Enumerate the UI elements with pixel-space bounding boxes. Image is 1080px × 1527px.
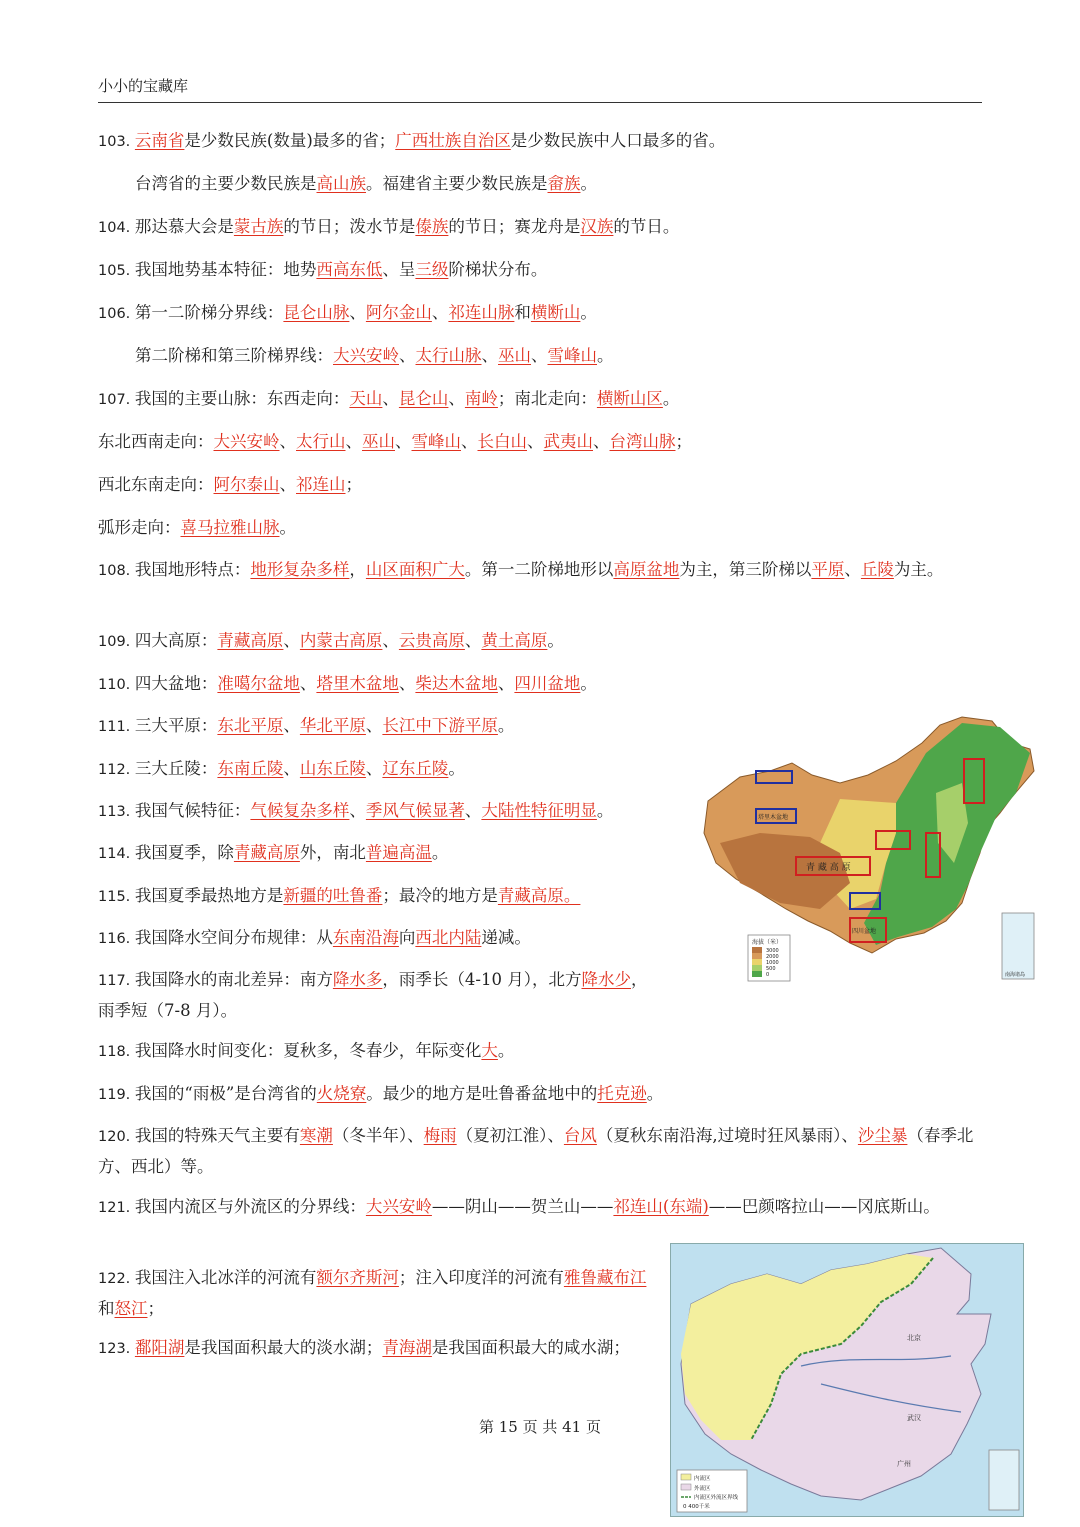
answer-highlight: 祁连山(东端): [613, 1197, 709, 1216]
text-segment: 外，南北: [299, 843, 366, 862]
answer-highlight: 太行山: [296, 432, 346, 451]
text-line: [98, 754, 465, 785]
text-segment: 、: [464, 631, 482, 650]
text-segment: 、: [464, 801, 482, 820]
answer-highlight: 沙尘暴: [857, 1126, 908, 1145]
text-segment: 四大高原：: [134, 631, 218, 650]
text-segment: 。: [580, 174, 597, 193]
answer-highlight: 天山: [349, 389, 383, 408]
answer-highlight: 梅雨: [423, 1126, 457, 1145]
answer-highlight: 地形复杂多样: [250, 560, 350, 579]
terrain-label-tarim: 塔里木盆地: [758, 814, 789, 821]
text-line: [98, 470, 362, 499]
text-segment: 、: [398, 674, 416, 693]
text-segment: 。: [662, 389, 680, 408]
answer-highlight: 怒江: [114, 1299, 148, 1318]
text-segment: 。: [580, 303, 597, 322]
answer-highlight: 山东丘陵: [299, 759, 366, 778]
item-number: 118.: [98, 1044, 135, 1060]
text-line: [98, 341, 614, 370]
text-line: [98, 126, 725, 157]
drainage-inset: [989, 1450, 1019, 1510]
answer-highlight: 平原: [811, 560, 845, 579]
text-segment: （夏秋东南沿海,过境时狂风暴雨）、: [596, 1126, 858, 1145]
item-number: 110.: [98, 677, 135, 693]
drainage-scale: 0 400千米: [683, 1504, 710, 1510]
page-footer: [0, 1416, 1080, 1437]
answer-highlight: 横断山: [530, 303, 581, 322]
answer-highlight: 昆仑山: [398, 389, 449, 408]
text-segment: 三大平原：: [134, 716, 218, 735]
text-segment: 、: [365, 759, 383, 778]
answer-highlight: 大兴安岭: [333, 346, 399, 365]
text-segment: 弧形走向：: [98, 518, 181, 537]
drainage-legend-inland: 内流区: [694, 1476, 711, 1482]
answer-highlight: 东南丘陵: [217, 759, 284, 778]
drainage-legend-boundary: 内流区外流区界线: [694, 1495, 739, 1501]
text-segment: 东北西南走向：: [98, 432, 214, 451]
text-segment: 。: [497, 716, 515, 735]
item-number: 105.: [98, 263, 135, 279]
answer-highlight: 汉族: [580, 217, 614, 236]
answer-highlight: 火烧寮: [316, 1084, 367, 1103]
answer-highlight: 大兴安岭: [365, 1197, 432, 1216]
answer-highlight: 蒙古族: [233, 217, 284, 236]
text-segment: 、: [345, 432, 362, 451]
text-segment: 、: [461, 432, 478, 451]
text-segment: 是我国面积最大的淡水湖；: [184, 1338, 383, 1357]
text-segment: 、: [283, 631, 300, 650]
text-segment: 、: [399, 346, 416, 365]
drainage-legend-outer: 外流区: [694, 1486, 711, 1492]
text-segment: 。: [279, 518, 296, 537]
text-line: [98, 1121, 982, 1181]
text-segment: 、: [382, 631, 399, 650]
answer-highlight: 三级: [415, 260, 449, 279]
answer-highlight: 高原盆地: [613, 560, 680, 579]
text-line: [98, 1079, 663, 1110]
text-segment: 台湾省的主要少数民族是: [135, 174, 317, 193]
terrain-legend-v0: 3000: [766, 948, 779, 954]
answer-highlight: 东北平原: [217, 716, 284, 735]
item-number: 115.: [98, 889, 135, 905]
text-segment: 三大丘陵：: [134, 759, 218, 778]
answer-highlight: 雪峰山: [411, 432, 461, 451]
answer-highlight: 寒潮: [299, 1126, 333, 1145]
answer-highlight: 广西壮族自治区: [395, 131, 511, 150]
answer-highlight: 新疆的吐鲁番: [283, 886, 383, 905]
text-segment: 。: [646, 1084, 664, 1103]
text-segment: 。最少的地方是吐鲁番盆地中的: [366, 1084, 598, 1103]
answer-highlight: 横断山区: [596, 389, 663, 408]
text-line: [98, 711, 514, 742]
text-segment: 、: [448, 389, 465, 408]
answer-highlight: 西北内陆: [415, 928, 482, 947]
answer-highlight: 内蒙古高原: [299, 631, 383, 650]
answer-highlight: 喜马拉雅山脉: [180, 518, 280, 537]
terrain-inset: [1002, 913, 1034, 979]
text-segment: 我国气候特征：: [134, 801, 251, 820]
terrain-legend-title: 海拔（米）: [752, 939, 783, 946]
china-drainage-map: [670, 1243, 1024, 1517]
answer-highlight: 长江中下游平原: [382, 716, 498, 735]
answer-highlight: 祁连山: [296, 475, 346, 494]
text-segment: 、: [299, 674, 317, 693]
answer-highlight: 太行山脉: [415, 346, 482, 365]
text-segment: 。: [547, 631, 564, 650]
text-segment: ，雨季短（7-8 月）。: [98, 970, 648, 1020]
text-segment: 递减。: [481, 928, 531, 947]
text-segment: 。第一二阶梯地形以: [464, 560, 614, 579]
text-line: [98, 555, 982, 586]
text-segment: ，: [349, 560, 366, 579]
answer-highlight: 高山族: [316, 174, 366, 193]
answer-highlight: 昆仑山脉: [283, 303, 350, 322]
text-segment: 我国的特殊天气主要有: [134, 1126, 300, 1145]
answer-highlight: 黄土高原: [481, 631, 548, 650]
item-number: 123.: [98, 1341, 135, 1357]
text-segment: 我国的主要山脉：东西走向：: [134, 389, 350, 408]
text-segment: 、: [279, 432, 296, 451]
answer-highlight: 辽东丘陵: [382, 759, 449, 778]
answer-highlight: 武夷山: [543, 432, 593, 451]
drainage-label-beijing: 北京: [907, 1334, 921, 1342]
answer-highlight: 台湾山脉: [609, 432, 676, 451]
text-segment: 。: [596, 801, 614, 820]
answer-highlight: 西高东低: [316, 260, 383, 279]
text-segment: 、: [279, 475, 296, 494]
text-segment: 第一二阶梯分界线：: [134, 303, 284, 322]
answer-highlight: 四川盆地: [514, 674, 581, 693]
answer-highlight: 台风: [563, 1126, 597, 1145]
text-segment: （春季北方、西北）等。: [98, 1126, 974, 1176]
answer-highlight: 准噶尔盆地: [217, 674, 300, 693]
answer-highlight: 巫山: [498, 346, 531, 365]
answer-highlight: 降水多: [332, 970, 383, 989]
answer-highlight: 青藏高原。: [497, 886, 581, 905]
text-line: [98, 669, 597, 700]
header-title: 小小的宝藏库: [98, 77, 189, 95]
text-segment: ——巴颜喀拉山——冈底斯山。: [708, 1197, 940, 1216]
text-segment: 、: [531, 346, 548, 365]
text-line: [98, 212, 679, 243]
item-number: 108.: [98, 563, 135, 579]
text-line: [98, 169, 597, 198]
text-segment: 、: [527, 432, 544, 451]
text-segment: 、呈: [382, 260, 416, 279]
text-line: [98, 1192, 982, 1223]
text-segment: ，雨季长（4-10 月），北方: [382, 970, 582, 989]
text-segment: 的节日；泼水节是: [283, 217, 416, 236]
answer-highlight: 塔里木盆地: [316, 674, 399, 693]
text-line: [98, 1333, 648, 1364]
terrain-legend-v2: 1000: [766, 960, 779, 966]
item-number: 117.: [98, 973, 135, 989]
terrain-label-qingzang: 青 藏 高 原: [806, 863, 851, 873]
answer-highlight: 南岭: [464, 389, 498, 408]
text-segment: 是少数民族(数量)最多的省；: [184, 131, 396, 150]
text-segment: 、: [349, 801, 366, 820]
text-segment: ；: [147, 1299, 164, 1318]
text-segment: 、: [283, 716, 300, 735]
terrain-legend-v3: 500: [766, 966, 776, 972]
item-number: 114.: [98, 846, 135, 862]
text-segment: 和: [514, 303, 531, 322]
text-segment: ；最冷的地方是: [382, 886, 498, 905]
answer-highlight: 丘陵: [860, 560, 894, 579]
page-header: [98, 74, 982, 103]
item-number: 109.: [98, 634, 135, 650]
answer-highlight: 柴达木盆地: [415, 674, 498, 693]
text-segment: 我国地势基本特征：地势: [134, 260, 317, 279]
text-segment: 我国夏季最热地方是: [134, 886, 284, 905]
text-segment: 我国降水空间分布规律：从: [134, 928, 333, 947]
text-segment: 我国的“雨极”是台湾省的: [134, 1084, 317, 1103]
text-line: [98, 384, 679, 415]
text-segment: 四大盆地：: [134, 674, 218, 693]
answer-highlight: 云南省: [134, 131, 185, 150]
answer-highlight: 雅鲁藏布江: [563, 1268, 647, 1287]
answer-highlight: 山区面积广大: [365, 560, 465, 579]
text-segment: 那达慕大会是: [134, 217, 234, 236]
text-segment: 的节日；赛龙舟是: [448, 217, 581, 236]
text-segment: 。: [597, 346, 614, 365]
text-segment: 、: [431, 303, 449, 322]
text-line: [98, 1263, 648, 1323]
text-segment: 为主。: [893, 560, 944, 579]
answer-highlight: 长白山: [477, 432, 527, 451]
china-terrain-map: [700, 713, 1036, 985]
text-segment: 、: [283, 759, 300, 778]
text-segment: ；: [675, 432, 692, 451]
text-segment: 是少数民族中人口最多的省。: [510, 131, 726, 150]
text-segment: 我国夏季，除: [134, 843, 234, 862]
item-number: 107.: [98, 392, 135, 408]
text-segment: 。: [448, 759, 465, 778]
text-segment: 、: [844, 560, 861, 579]
text-segment: ——阴山——贺兰山——: [431, 1197, 614, 1216]
text-segment: ；南北走向：: [497, 389, 597, 408]
text-segment: 和: [98, 1299, 115, 1318]
text-segment: 。: [580, 674, 597, 693]
text-segment: 、: [497, 674, 515, 693]
text-segment: 。: [431, 843, 449, 862]
answer-highlight: 青藏高原: [233, 843, 300, 862]
answer-highlight: 畲族: [547, 174, 581, 193]
item-number: 106.: [98, 306, 135, 322]
text-line: [98, 513, 296, 542]
drainage-label-guangzhou: 广州: [897, 1460, 911, 1468]
answer-highlight: 雪峰山: [547, 346, 597, 365]
text-segment: 阶梯状分布。: [448, 260, 548, 279]
answer-highlight: 阿尔金山: [365, 303, 432, 322]
drainage-label-wuhan: 武汉: [907, 1414, 921, 1422]
text-segment: 、: [349, 303, 366, 322]
text-segment: 。: [497, 1041, 515, 1060]
text-segment: （冬半年）、: [332, 1126, 424, 1145]
text-segment: 我国内流区与外流区的分界线：: [134, 1197, 366, 1216]
answer-highlight: 降水少: [581, 970, 631, 989]
text-line: [98, 923, 531, 954]
answer-highlight: 华北平原: [299, 716, 366, 735]
item-number: 111.: [98, 719, 135, 735]
text-segment: 、: [481, 346, 498, 365]
text-line: [98, 255, 547, 286]
text-segment: 向: [398, 928, 416, 947]
text-line: [98, 965, 648, 1025]
text-segment: 为主，第三阶梯以: [679, 560, 812, 579]
text-line: [98, 298, 597, 329]
text-segment: 我国降水时间变化：夏秋多，冬春少，年际变化: [134, 1041, 482, 1060]
text-segment: 西北东南走向：: [98, 475, 214, 494]
answer-highlight: 普遍高温: [365, 843, 432, 862]
terrain-inset-label: 南海诸岛: [1005, 972, 1026, 978]
answer-highlight: 祁连山脉: [448, 303, 515, 322]
text-segment: 我国注入北冰洋的河流有: [134, 1268, 317, 1287]
item-number: 122.: [98, 1271, 135, 1287]
answer-highlight: 青藏高原: [217, 631, 284, 650]
answer-highlight: 大陆性特征明显: [481, 801, 597, 820]
text-line: [98, 796, 613, 827]
text-segment: 我国降水的南北差异：南方: [134, 970, 333, 989]
text-segment: 第二阶梯和第三阶梯界线：: [135, 346, 333, 365]
text-segment: （夏初江淮）、: [456, 1126, 564, 1145]
answer-highlight: 傣族: [415, 217, 449, 236]
answer-highlight: 额尔齐斯河: [316, 1268, 399, 1287]
terrain-legend-v1: 2000: [766, 954, 779, 960]
text-line: [98, 1036, 514, 1067]
item-number: 112.: [98, 762, 135, 778]
answer-highlight: 东南沿海: [332, 928, 399, 947]
answer-highlight: 巫山: [362, 432, 395, 451]
text-segment: 的节日。: [613, 217, 680, 236]
text-line: [98, 881, 580, 912]
text-segment: ；注入印度洋的河流有: [398, 1268, 564, 1287]
item-number: 121.: [98, 1200, 135, 1216]
terrain-label-sichuan: 四川盆地: [852, 928, 877, 935]
text-line: [98, 626, 564, 657]
answer-highlight: 鄱阳湖: [134, 1338, 185, 1357]
text-segment: 、: [593, 432, 610, 451]
answer-highlight: 气候复杂多样: [250, 801, 350, 820]
text-segment: 。福建省主要少数民族是: [366, 174, 548, 193]
answer-highlight: 大兴安岭: [213, 432, 280, 451]
item-number: 104.: [98, 220, 135, 236]
answer-highlight: 阿尔泰山: [213, 475, 280, 494]
answer-highlight: 云贵高原: [398, 631, 465, 650]
answer-highlight: 大: [481, 1041, 498, 1060]
text-segment: 、: [382, 389, 399, 408]
item-number: 120.: [98, 1129, 135, 1145]
text-segment: 、: [365, 716, 383, 735]
item-number: 103.: [98, 134, 135, 150]
text-segment: 我国地形特点：: [134, 560, 251, 579]
text-line: [98, 427, 692, 456]
answer-highlight: 青海湖: [382, 1338, 432, 1357]
text-segment: 是我国面积最大的咸水湖；: [431, 1338, 630, 1357]
answer-highlight: 托克逊: [597, 1084, 647, 1103]
text-segment: 、: [395, 432, 412, 451]
answer-highlight: 季风气候显著: [365, 801, 465, 820]
text-line: [98, 838, 448, 869]
terrain-legend-v4: 0: [766, 972, 770, 978]
text-segment: ；: [345, 475, 362, 494]
item-number: 113.: [98, 804, 135, 820]
item-number: 119.: [98, 1087, 135, 1103]
item-number: 116.: [98, 931, 135, 947]
page-number: 第 15 页 共 41 页: [478, 1418, 601, 1436]
